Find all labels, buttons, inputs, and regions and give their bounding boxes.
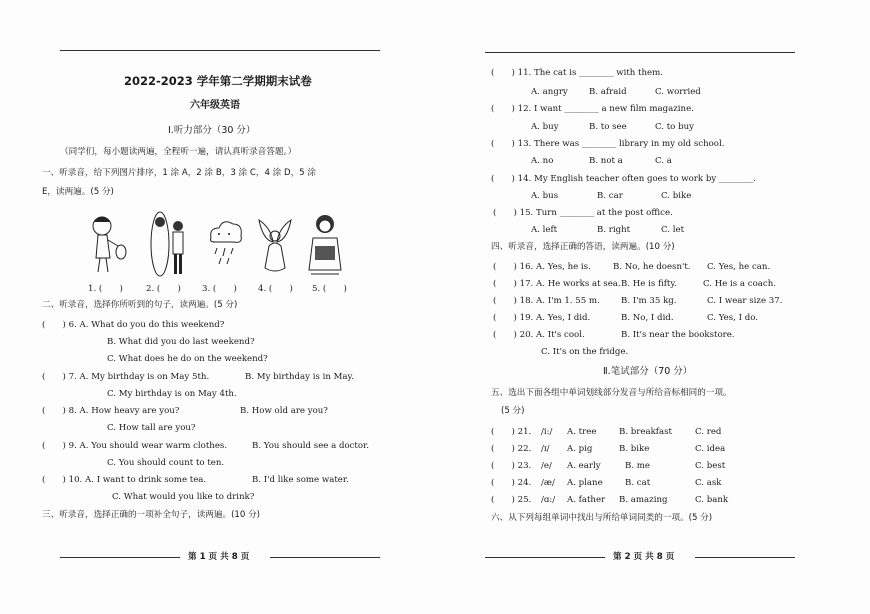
top-rule [60,50,380,51]
question-22[interactable]: ( ) 22. [491,444,532,454]
question-20-b: B. It's near the bookstore. [621,330,735,340]
right-page [485,0,795,614]
part6-instruction: 六、从下列每组单词中找出与所给单词同类的一项。(5 分) [491,513,713,523]
question-17-b: B. He is fifty. [621,279,677,289]
question-17-a[interactable]: ( ) 17. A. He works at sea. [493,279,621,289]
q15-option-a: A. left [531,225,558,235]
question-16-a[interactable]: ( ) 16. A. Yes, he is. [493,262,591,272]
q12-option-b: B. to see [589,122,627,132]
q24-option-a: A. plane [567,478,603,488]
question-8-c: C. How tall are you? [107,423,196,433]
question-9-b: B. You should see a doctor. [252,441,369,451]
q21-phonetic: /i:/ [541,427,553,437]
part4-instruction: 四、听录音，选择正确的答语，读两遍。(10 分) [491,242,675,252]
q22-option-a: A. pig [567,444,593,454]
question-19-b: B. No, I did. [621,313,674,323]
q21-option-a: A. tree [567,427,597,437]
part1-instruction: 一、听录音，给下列图片排序，1 涂 A，2 涂 B，3 涂 C，4 涂 D，5 涂 [42,168,316,178]
q21-option-b: B. breakfast [619,427,672,437]
question-13[interactable]: ( ) 13. There was ________ library in my old school. [491,139,725,149]
q25-phonetic: /ɑ:/ [541,495,556,505]
question-18-b: B. I'm 35 kg. [621,296,677,306]
q25-option-c: C. bank [695,495,729,505]
q13-option-c: C. a [655,156,672,166]
q11-option-c: C. worried [655,87,701,97]
exam-title: 2022-2023 学年第二学期期末试卷 [124,74,312,88]
q14-option-b: B. car [597,191,623,201]
question-10-c: C. What would you like to drink? [112,492,255,502]
picture-answer-3[interactable]: 3. ( ) [202,284,237,294]
question-24[interactable]: ( ) 24. [491,478,532,488]
footer-rule-left [60,557,180,558]
question-7-a[interactable]: ( ) 7. A. My birthday is on May 5th. [42,372,210,382]
q15-option-b: B. right [597,225,631,235]
question-6-a[interactable]: ( ) 6. A. What do you do this weekend? [42,320,225,330]
q12-option-c: C. to buy [655,122,694,132]
question-11[interactable]: ( ) 11. The cat is ________ with them. [491,68,664,78]
q13-option-a: A. no [531,156,554,166]
q12-option-a: A. buy [531,122,559,132]
question-8-a[interactable]: ( ) 8. A. How heavy are you? [42,406,180,416]
question-18-a[interactable]: ( ) 18. A. I'm 1. 55 m. [493,296,600,306]
footer-rule-right [270,557,380,558]
picture-answer-5[interactable]: 5. ( ) [312,284,347,294]
question-21[interactable]: ( ) 21. [491,427,532,437]
section-listening: Ⅰ.听力部分（30 分） [168,125,256,136]
left-page [42,0,380,614]
q23-option-a: A. early [567,461,601,471]
part5-instruction-cont: (5 分) [501,406,525,416]
question-18-c: C. I wear size 37. [707,296,783,306]
question-20-a[interactable]: ( ) 20. A. It's cool. [493,330,585,340]
question-14[interactable]: ( ) 14. My English teacher often goes to work by ________. [491,174,757,184]
listening-intro: （同学们，每小题读两遍，全程听一遍，请认真听录音答题。） [60,147,297,157]
question-17-c: C. He is a coach. [703,279,776,289]
question-7-b: B. My birthday is in May. [245,372,354,382]
q11-option-b: B. afraid [589,87,627,97]
footer-rule-left [485,557,605,558]
question-19-c: C. Yes, I do. [707,313,758,323]
q21-option-c: C. red [695,427,722,437]
question-10-b: B. I'd like some water. [252,475,349,485]
two-people-picture [150,210,190,280]
q22-option-b: B. bike [619,444,650,454]
q23-option-c: C. best [695,461,726,471]
q15-option-c: C. let [661,225,685,235]
q25-option-a: A. father [567,495,606,505]
q14-option-a: A. bus [531,191,559,201]
q25-option-b: B. amazing [619,495,668,505]
part3-instruction: 三、听录音，选择正确的一项补全句子，读两遍。(10 分) [42,510,261,520]
q11-option-a: A. angry [531,87,568,97]
q14-option-c: C. bike [661,191,692,201]
q13-option-b: B. not a [589,156,623,166]
part2-instruction: 二、听录音，选择你所听到的句子，读两遍。(5 分) [42,300,238,310]
q23-option-b: B. me [625,461,651,471]
question-7-c: C. My birthday is on May 4th. [107,389,237,399]
q22-phonetic: /ɪ/ [541,444,550,454]
question-20-c: C. It's on the fridge. [541,347,629,357]
mother-child-picture [305,210,345,280]
question-8-b: B. How old are you? [240,406,328,416]
picture-answer-4[interactable]: 4. ( ) [258,284,293,294]
question-16-c: C. Yes, he can. [707,262,771,272]
footer-rule-right [695,557,795,558]
q23-phonetic: /e/ [541,461,552,471]
tennis-girl-picture [88,210,128,280]
question-25[interactable]: ( ) 25. [491,495,532,505]
exam-subtitle: 六年级英语 [190,100,240,111]
page-number-2: 第 2 页 共 8 页 [613,552,675,562]
question-10-a[interactable]: ( ) 10. A. I want to drink some tea. [42,475,207,485]
question-6-b: B. What did you do last weekend? [107,337,255,347]
question-15[interactable]: ( ) 15. Turn ________ at the post office. [493,208,673,218]
question-9-a[interactable]: ( ) 9. A. You should wear warm clothes. [42,441,228,451]
question-6-c: C. What does he do on the weekend? [107,354,268,364]
picture-answer-1[interactable]: 1. ( ) [88,284,123,294]
question-12[interactable]: ( ) 12. I want ________ a new film magazine. [491,104,694,114]
q22-option-c: C. idea [695,444,726,454]
q24-phonetic: /æ/ [541,478,555,488]
question-19-a[interactable]: ( ) 19. A. Yes, I did. [493,313,591,323]
q24-option-c: C. ask [695,478,722,488]
part1-instruction-cont: E，读两遍。(5 分) [42,187,114,197]
picture-answer-2[interactable]: 2. ( ) [146,284,181,294]
part5-instruction: 五、选出下面各组中单词划线部分发音与所给音标相同的一项。 [491,388,732,398]
question-9-c: C. You should count to ten. [107,458,225,468]
top-rule [485,52,795,53]
section-written: Ⅱ.笔试部分（70 分） [603,366,693,377]
rain-cloud-picture [205,210,245,280]
page-number-1: 第 1 页 共 8 页 [188,552,250,562]
question-23[interactable]: ( ) 23. [491,461,532,471]
q24-option-b: B. cat [625,478,651,488]
fairy-picture [255,210,295,280]
question-16-b: B. No, he doesn't. [613,262,691,272]
